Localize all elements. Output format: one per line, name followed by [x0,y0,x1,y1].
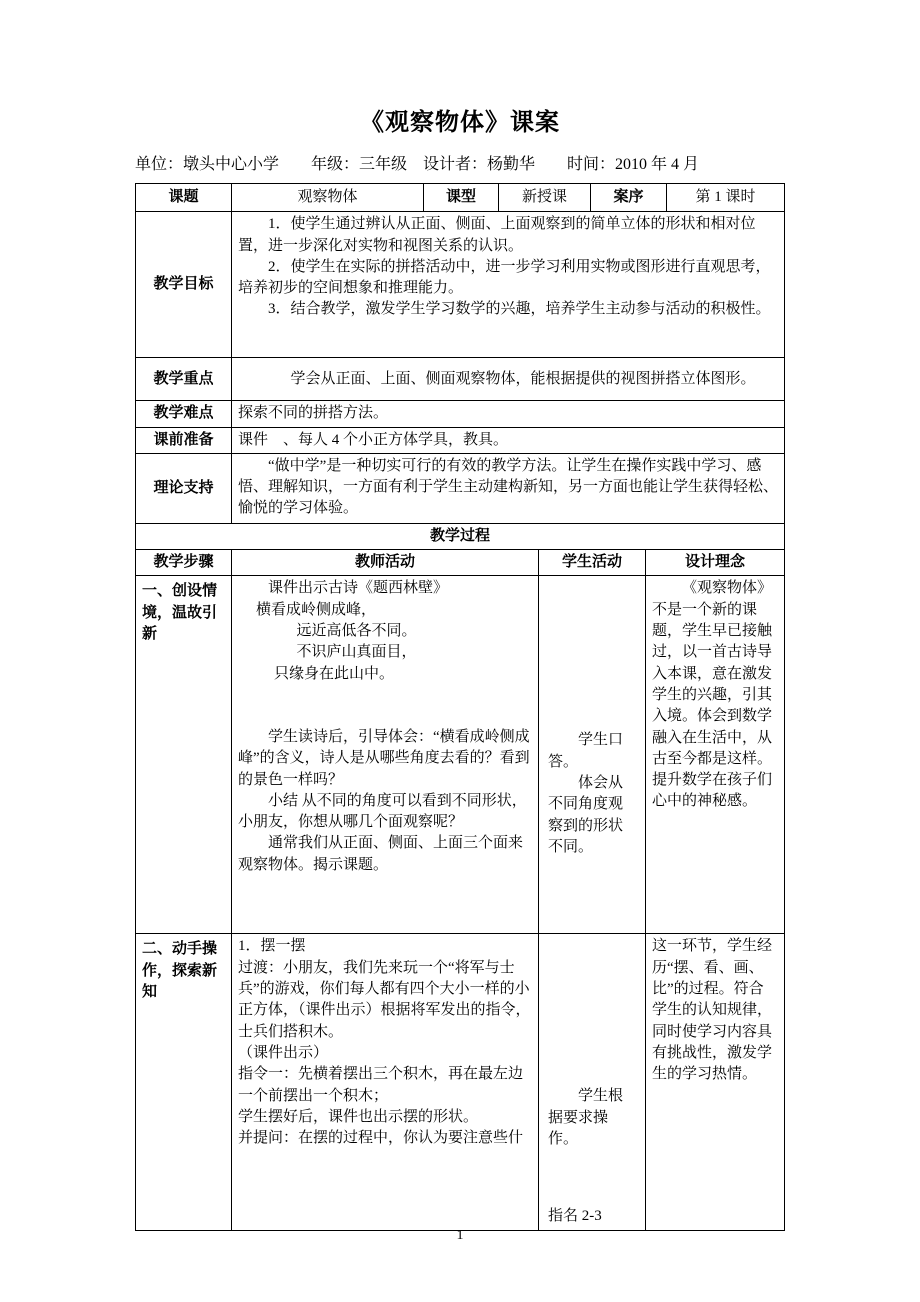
stage1-student-p1: 学生口答。 [548,732,624,770]
column-header-design: 设计理念 [646,550,785,576]
stage1-design-cell [646,576,785,934]
stage2-student-p1: 学生根据要求操作。 [548,1088,624,1148]
difficulty-label-cell: 教学难点 [136,401,232,427]
stage1-teacher-p1: 学生读诗后，引导体会：“横看成岭侧成峰”的含义，诗人是从哪些角度去看的？看到的景色一样吗？ [238,728,530,788]
table-row-topic [136,184,785,212]
poem-line-4: 只缘身在此山中。 [274,665,395,682]
stage2-teacher-p5: 学生摆好后，课件也出示摆的形状。 [238,1108,479,1125]
goal-item-2: 2．使学生在实际的拼搭活动中，进一步学习利用实物或图形进行直观思考，培养初步的空间想象和推理能力。 [238,258,771,297]
page-title: 《观察物体》课案 [360,110,560,136]
key-point-content-cell [232,358,785,401]
stage1-step-cell: 一、创设情境，温故引新 [136,576,232,934]
process-title-cell: 教学过程 [136,524,785,550]
page-number: 1 [456,1228,464,1243]
goals-content-cell [232,212,785,358]
table-row-goals [136,212,785,358]
topic-value-cell: 观察物体 [232,184,424,212]
stage1-student-cell [539,576,646,934]
difficulty-text: 探索不同的拼搭方法。 [238,405,389,422]
stage1-teacher-cell [232,576,539,934]
goal-item-1: 1．使学生通过辨认从正面、侧面、上面观察到的简单立体的形状和相对位置，进一步深化对实物和视图关系的认识。 [238,216,756,254]
poem-line-2: 远近高低各不同。 [296,623,417,640]
stage1-teacher-p2: 小结 从不同的角度可以看到不同形状，小朋友，你想从哪几个面观察呢？ [238,792,527,831]
preparation-text: 课件 、每人 4 个小正方体学具，教具。 [238,431,509,448]
theory-content-cell [232,454,785,524]
stage2-teacher-cell [232,934,539,1230]
table-row-stage-2 [136,934,785,1230]
stage2-design-text: 这一环节，学生经历“摆、看、画、比”的过程。符合学生的认知规律，同时使学习内容具有挑战性，激发学生的学习热情。 [652,938,773,1083]
stage1-teacher-p3: 通常我们从正面、侧面、上面三个面来观察物体。揭示课题。 [238,835,524,873]
case-order-label-cell: 案序 [591,184,667,212]
column-header-steps: 教学步骤 [136,550,232,576]
key-point-text: 学会从正面、上面、侧面观察物体，能根据提供的视图拼搭立体图形。 [290,370,756,387]
lesson-type-label-cell: 课型 [424,184,499,212]
goal-item-3: 3．结合教学，激发学生学习数学的兴趣，培养学生主动参与活动的积极性。 [268,301,771,318]
stage2-teacher-p3: （课件出示） [238,1044,329,1061]
table-row-stage-1 [136,576,785,934]
lesson-plan-table [135,183,785,1231]
lesson-type-value-cell: 新授课 [499,184,591,212]
stage2-student-p2: 指名 2-3 [548,1208,602,1225]
stage1-student-p2: 体会从不同角度观察到的形状不同。 [548,775,624,855]
table-row-preparation [136,428,785,454]
stage2-teacher-p2: 过渡：小朋友，我们先来玩一个“将军与士兵”的游戏，你们每人都有四个大小一样的小正方体，（课件出示）根据将军发出的指令，士兵们搭积木。 [238,959,531,1040]
poem-line-1: 横看成岭侧成峰， [256,601,377,618]
stage2-student-cell [539,934,646,1230]
table-row-theory [136,454,785,524]
case-order-value-cell: 第 1 课时 [667,184,785,212]
stage1-teacher-intro: 课件出示古诗《题西林壁》 [268,580,449,597]
goals-label-cell: 教学目标 [136,212,232,358]
stage2-step-cell: 二、动手操作，探索新知 [136,934,232,1230]
document-page [135,0,785,1231]
column-header-student: 学生活动 [539,550,646,576]
poem-line-3: 不识庐山真面目， [296,644,417,661]
table-row-key-point [136,358,785,401]
table-row-process-title [136,524,785,550]
stage2-design-cell [646,934,785,1230]
document-meta-line: 单位：墩头中心小学 年级：三年级 设计者：杨勤华 时间：2010 年 4 月 [135,156,700,173]
preparation-content-cell [232,428,785,454]
theory-text: “做中学”是一种切实可行的有效的教学方法。让学生在操作实践中学习、感悟、理解知识，一方面有利于学生主动建构新知，另一方面也能让学生获得轻松、愉悦的学习体验。 [238,457,779,517]
key-point-label-cell: 教学重点 [136,358,232,401]
stage1-design-text: 《观察物体》不是一个新的课题，学生早已接触过，以一首古诗导入本课，意在激发学生的兴趣，引其入境。体会到数学融入在生活中，从古至今都是这样。提升数学在孩子们心中的神秘感。 [652,580,773,810]
stage2-teacher-p4: 指令一：先横着摆出三个积木，再在最左边一个前摆出一个积木； [238,1066,524,1104]
difficulty-content-cell [232,401,785,427]
table-row-difficulty [136,401,785,427]
preparation-label-cell: 课前准备 [136,428,232,454]
stage2-teacher-p1: 1．摆一摆 [238,938,306,955]
stage2-teacher-p6: 并提问：在摆的过程中，你认为要注意些什 [238,1130,524,1147]
table-row-column-headers [136,550,785,576]
topic-label-cell: 课题 [136,184,232,212]
theory-label-cell: 理论支持 [136,454,232,524]
column-header-teacher: 教师活动 [232,550,539,576]
